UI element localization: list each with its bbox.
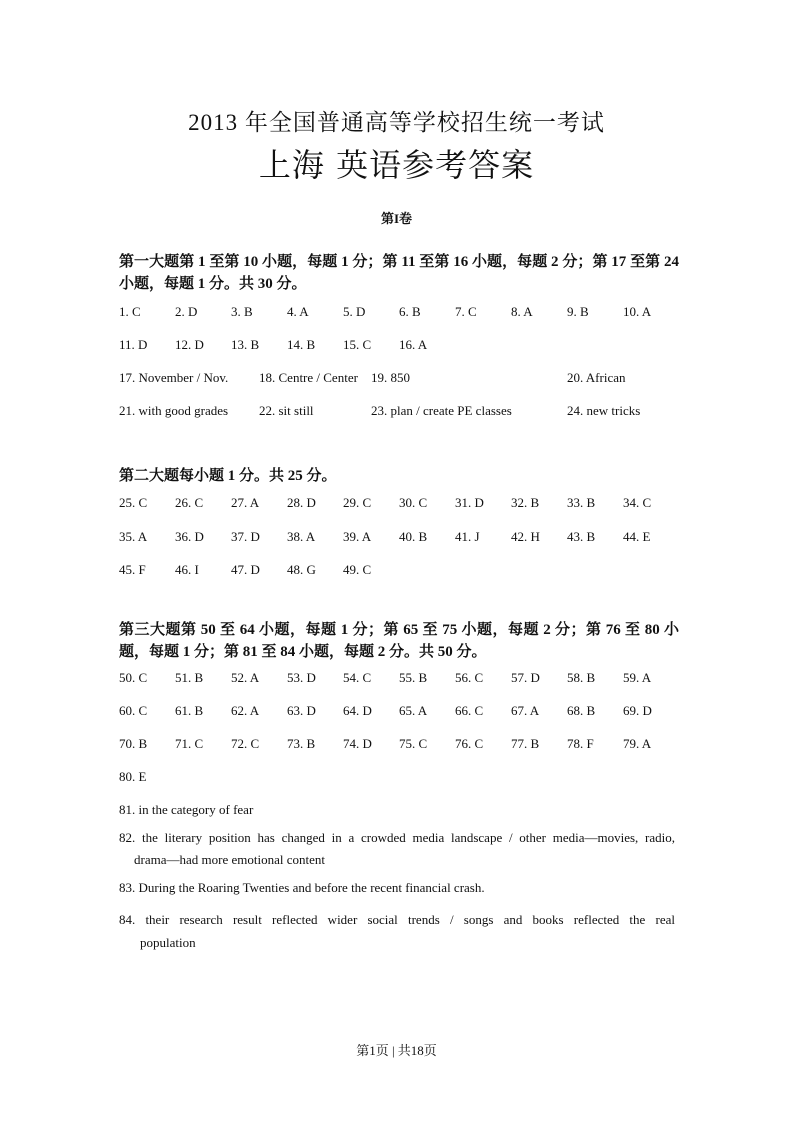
answer-item: 11. D — [119, 337, 148, 352]
volume-label: 第I卷 — [380, 211, 413, 226]
answer-item: 4. A — [287, 304, 309, 319]
answer-item: 51. B — [175, 670, 204, 685]
answer-item: 25. C — [119, 495, 148, 510]
answer-item: 12. D — [175, 337, 204, 352]
answer-item: 53. D — [287, 670, 316, 685]
answer-item: 76. C — [455, 736, 484, 751]
answer-item: 7. C — [455, 304, 477, 319]
answer-item: 67. A — [511, 703, 540, 718]
answer-item: 39. A — [343, 529, 372, 544]
answer-item: 62. A — [231, 703, 260, 718]
answer-item: 26. C — [175, 495, 204, 510]
answer-item: 30. C — [399, 495, 428, 510]
answer-item: 47. D — [231, 562, 260, 577]
answer-item: 14. B — [287, 337, 316, 352]
answer-item: 71. C — [175, 736, 204, 751]
answer-item: 22. sit still — [259, 403, 314, 418]
answer-item: 44. E — [623, 529, 651, 544]
answer-item: 75. C — [399, 736, 428, 751]
answer-item: 52. A — [231, 670, 260, 685]
answer-item: 73. B — [287, 736, 316, 751]
answer-item: 18. Centre / Center — [259, 370, 358, 385]
answer-item: 21. with good grades — [119, 403, 229, 418]
answer-item: 46. I — [175, 562, 199, 577]
answer-82-line2: drama—had more emotional content — [134, 852, 325, 867]
answer-84-line1: 84. their research result reflected wider social trends / songs and books reflected the real — [119, 912, 675, 927]
answer-item: 31. D — [455, 495, 484, 510]
answer-item: 68. B — [567, 703, 596, 718]
section2-heading: 第二大题每小题 1 分。共 25 分。 — [119, 468, 337, 484]
answer-item: 64. D — [343, 703, 372, 718]
answer-item: 38. A — [287, 529, 316, 544]
answer-item: 6. B — [399, 304, 421, 319]
answer-item: 10. A — [623, 304, 652, 319]
answer-82-line1: 82. the literary position has changed in a crowded media landscape / other media—movies, radio, — [119, 830, 675, 845]
answer-item: 35. A — [119, 529, 148, 544]
answer-item: 5. D — [343, 304, 366, 319]
answer-83: 83. During the Roaring Twenties and before the recent financial crash. — [119, 880, 485, 895]
answer-item: 17. November / Nov. — [119, 370, 229, 385]
answer-item: 78. F — [567, 736, 594, 751]
answer-item: 34. C — [623, 495, 652, 510]
answer-item: 45. F — [119, 562, 146, 577]
answer-item: 54. C — [343, 670, 372, 685]
answer-item: 57. D — [511, 670, 540, 685]
answer-item: 77. B — [511, 736, 540, 751]
answer-item: 13. B — [231, 337, 260, 352]
answer-item: 15. C — [343, 337, 372, 352]
answer-item: 58. B — [567, 670, 596, 685]
answer-item: 28. D — [287, 495, 316, 510]
answer-item: 60. C — [119, 703, 148, 718]
answer-item: 50. C — [119, 670, 148, 685]
answer-item: 61. B — [175, 703, 204, 718]
answer-item: 9. B — [567, 304, 589, 319]
answer-item: 33. B — [567, 495, 596, 510]
answer-item: 74. D — [343, 736, 372, 751]
answer-item: 29. C — [343, 495, 372, 510]
answer-item: 69. D — [623, 703, 652, 718]
answer-item: 2. D — [175, 304, 198, 319]
answer-item: 66. C — [455, 703, 484, 718]
answer-item: 80. E — [119, 769, 147, 784]
answer-item: 48. G — [287, 562, 316, 577]
answer-item: 8. A — [511, 304, 533, 319]
answer-item: 23. plan / create PE classes — [371, 403, 512, 418]
answer-item: 32. B — [511, 495, 540, 510]
answer-item: 24. new tricks — [567, 403, 641, 418]
section1-heading: 第一大题第 1 至第 10 小题，每题 1 分；第 11 至第 16 小题，每题 2 分；第 17 至第 24 小题，每题 1 分。共 30 分。 — [119, 254, 679, 292]
exam-title: 2013 年全国普通高等学校招生统一考试 — [188, 110, 605, 135]
answer-item: 49. C — [343, 562, 372, 577]
answer-item: 42. H — [511, 529, 540, 544]
answer-item: 79. A — [623, 736, 652, 751]
answer-item: 1. C — [119, 304, 141, 319]
answer-item: 36. D — [175, 529, 204, 544]
answer-item: 40. B — [399, 529, 428, 544]
answer-84-line2: population — [140, 935, 196, 950]
answer-item: 56. C — [455, 670, 484, 685]
answer-item: 20. African — [567, 370, 626, 385]
answer-item: 63. D — [287, 703, 316, 718]
answer-item: 70. B — [119, 736, 148, 751]
document-subtitle: 上海 英语参考答案 — [258, 146, 535, 184]
answer-item: 37. D — [231, 529, 260, 544]
answer-item: 27. A — [231, 495, 260, 510]
answer-item: 43. B — [567, 529, 596, 544]
answer-item: 59. A — [623, 670, 652, 685]
answer-81: 81. in the category of fear — [119, 802, 254, 817]
section3-heading: 第三大题第 50 至 64 小题，每题 1 分；第 65 至 75 小题，每题 2 分；第 76 至 80 小题，每题 1 分；第 81 至 84 小题，每题 2 分。共 50 分。 — [119, 622, 679, 660]
answer-item: 55. B — [399, 670, 428, 685]
answer-item: 16. A — [399, 337, 428, 352]
answer-item: 65. A — [399, 703, 428, 718]
answer-item: 72. C — [231, 736, 260, 751]
answer-item: 3. B — [231, 304, 253, 319]
page-footer: 第1页 | 共18页 — [356, 1043, 437, 1058]
answer-item: 19. 850 — [371, 370, 410, 385]
answer-item: 41. J — [455, 529, 480, 544]
